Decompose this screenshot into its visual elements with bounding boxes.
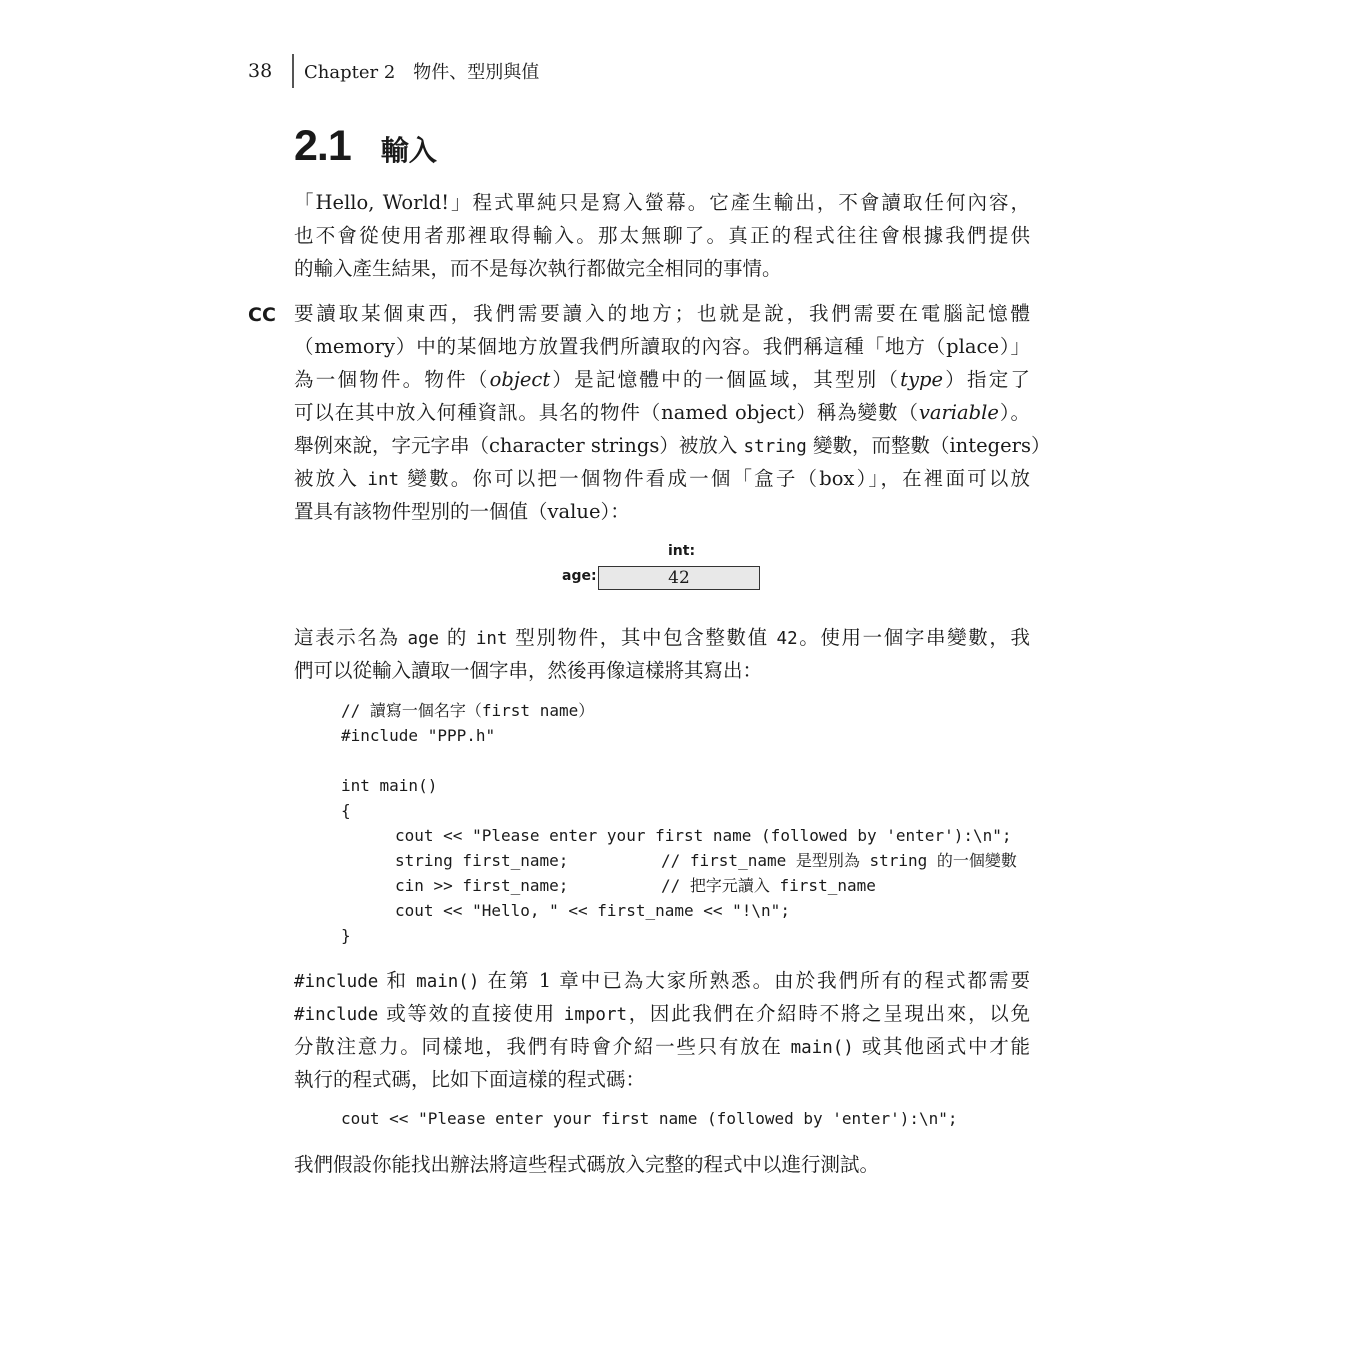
code-line: cout << "Please enter your first name (followed by 'enter'):\n"; xyxy=(395,826,1012,845)
text-span: 被放入 xyxy=(294,467,368,490)
code-line: cout << "Please enter your first name (followed by 'enter'):\n"; xyxy=(341,1109,958,1128)
code-int: int xyxy=(367,470,400,490)
paragraph-intro xyxy=(294,186,1030,285)
text-span: 為一個物件。物件（ xyxy=(294,368,490,391)
diagram-value-box: 42 xyxy=(598,566,760,590)
text-line xyxy=(294,1030,1030,1063)
code-main: main() xyxy=(790,1038,854,1058)
text-line xyxy=(294,396,1030,429)
text-line xyxy=(294,363,1030,396)
paragraph-objects xyxy=(294,297,1051,528)
text-span: 。使用一個字串變數，我 xyxy=(797,626,1030,649)
section-number: 2.1 xyxy=(294,122,351,170)
code-line: int main() xyxy=(341,776,438,795)
text-line xyxy=(294,462,1030,495)
text-span: 在第 1 章中已為大家所熟悉。由於我們所有的程式都需要 xyxy=(479,969,1030,992)
text-line: 們可以從輸入讀取一個字串，然後再像這樣將其寫出： xyxy=(294,659,763,682)
text-line: 要讀取某個東西，我們需要讀入的地方；也就是說，我們需要在電腦記憶體 xyxy=(294,302,1030,325)
chapter-label: Chapter 2 xyxy=(304,62,396,83)
text-line: 「Hello, World!」程式單純只是寫入螢幕。它產生輸出，不會讀取任何內容， xyxy=(294,191,1030,214)
text-line: 置具有該物件型別的一個值（value）： xyxy=(294,500,630,523)
code-line: cout << "Hello, " << first_name << "!\n"; xyxy=(395,901,790,920)
code-include: #include xyxy=(294,1005,379,1025)
text-line xyxy=(294,621,1030,654)
text-line: 的輸入產生結果，而不是每次執行都做完全相同的事情。 xyxy=(294,257,782,280)
text-line: 執行的程式碼，比如下面這樣的程式碼： xyxy=(294,1068,646,1091)
section-title: 輸入 xyxy=(380,134,437,167)
code-line: #include "PPP.h" xyxy=(341,726,496,745)
text-span: ）。 xyxy=(998,401,1030,424)
text-span: ，因此我們在介紹時不將之呈現出來，以免 xyxy=(627,1002,1030,1025)
section-heading xyxy=(294,122,437,171)
text-line xyxy=(294,997,1030,1030)
term-type: type xyxy=(900,368,944,391)
code-block-cout xyxy=(341,1106,1041,1131)
text-line xyxy=(294,964,1030,997)
text-span: ）指定了 xyxy=(943,368,1030,391)
text-span: 變數。你可以把一個物件看成一個「盒子（box）」，在裡面可以放 xyxy=(399,467,1031,490)
code-comment: // 把字元讀入 first_name xyxy=(661,876,876,895)
code-statement: string first_name; xyxy=(395,851,569,870)
text-span: 和 xyxy=(378,969,417,992)
text-line xyxy=(294,429,1051,462)
code-statement: cin >> first_name; xyxy=(395,876,569,895)
text-span: 或其他函式中才能 xyxy=(853,1035,1030,1058)
running-title xyxy=(304,58,539,84)
code-line: // 讀寫一個名字（first name） xyxy=(341,701,595,720)
chapter-title: 物件、型別與值 xyxy=(413,62,540,83)
code-main: main() xyxy=(416,972,480,992)
text-span: 型別物件，其中包含整數值 xyxy=(507,626,777,649)
text-line: （memory）中的某個地方放置我們所讀取的內容。我們稱這種「地方（place）」 xyxy=(294,335,1030,358)
text-span: 分散注意力。同樣地，我們有時會介紹一些只有放在 xyxy=(294,1035,791,1058)
code-string: string xyxy=(743,437,807,457)
code-age: age xyxy=(407,629,440,649)
header-divider xyxy=(292,54,294,88)
diagram-var-label: age: xyxy=(562,568,597,584)
cc-badge: CC xyxy=(248,304,276,326)
diagram-type-label: int: xyxy=(668,543,696,559)
text-span: 的 xyxy=(439,626,476,649)
code-line: } xyxy=(341,926,351,945)
code-line xyxy=(341,873,1041,898)
text-span: 這表示名為 xyxy=(294,626,408,649)
text-span: 變數，而整數（integers） xyxy=(806,434,1051,457)
code-block-read-name xyxy=(341,698,1041,948)
code-line xyxy=(341,848,1041,873)
code-import: import xyxy=(563,1005,628,1025)
code-blank-line xyxy=(341,748,1041,773)
text-line: 也不會從使用者那裡取得輸入。那太無聊了。真正的程式往往會根據我們提供 xyxy=(294,224,1030,247)
text-span: ）是記憶體中的一個區域，其型別（ xyxy=(550,368,901,391)
page-number: 38 xyxy=(248,60,273,82)
term-object: object xyxy=(489,368,551,391)
paragraph-closing xyxy=(294,1148,1030,1181)
code-include: #include xyxy=(294,972,379,992)
running-header xyxy=(248,54,539,88)
text-line: 我們假設你能找出辦法將這些程式碼放入完整的程式中以進行測試。 xyxy=(294,1153,880,1176)
code-42: 42 xyxy=(776,629,798,649)
term-variable: variable xyxy=(918,401,999,424)
code-int: int xyxy=(475,629,508,649)
paragraph-age xyxy=(294,621,1030,687)
text-span: 或等效的直接使用 xyxy=(378,1002,564,1025)
code-comment: // first_name 是型別為 string 的一個變數 xyxy=(661,851,1017,870)
text-span: 舉例來說，字元字串（character strings）被放入 xyxy=(294,434,744,457)
paragraph-include xyxy=(294,964,1030,1096)
object-diagram xyxy=(540,542,780,594)
code-line: { xyxy=(341,801,351,820)
text-span: 可以在其中放入何種資訊。具名的物件（named object）稱為變數（ xyxy=(294,401,919,424)
